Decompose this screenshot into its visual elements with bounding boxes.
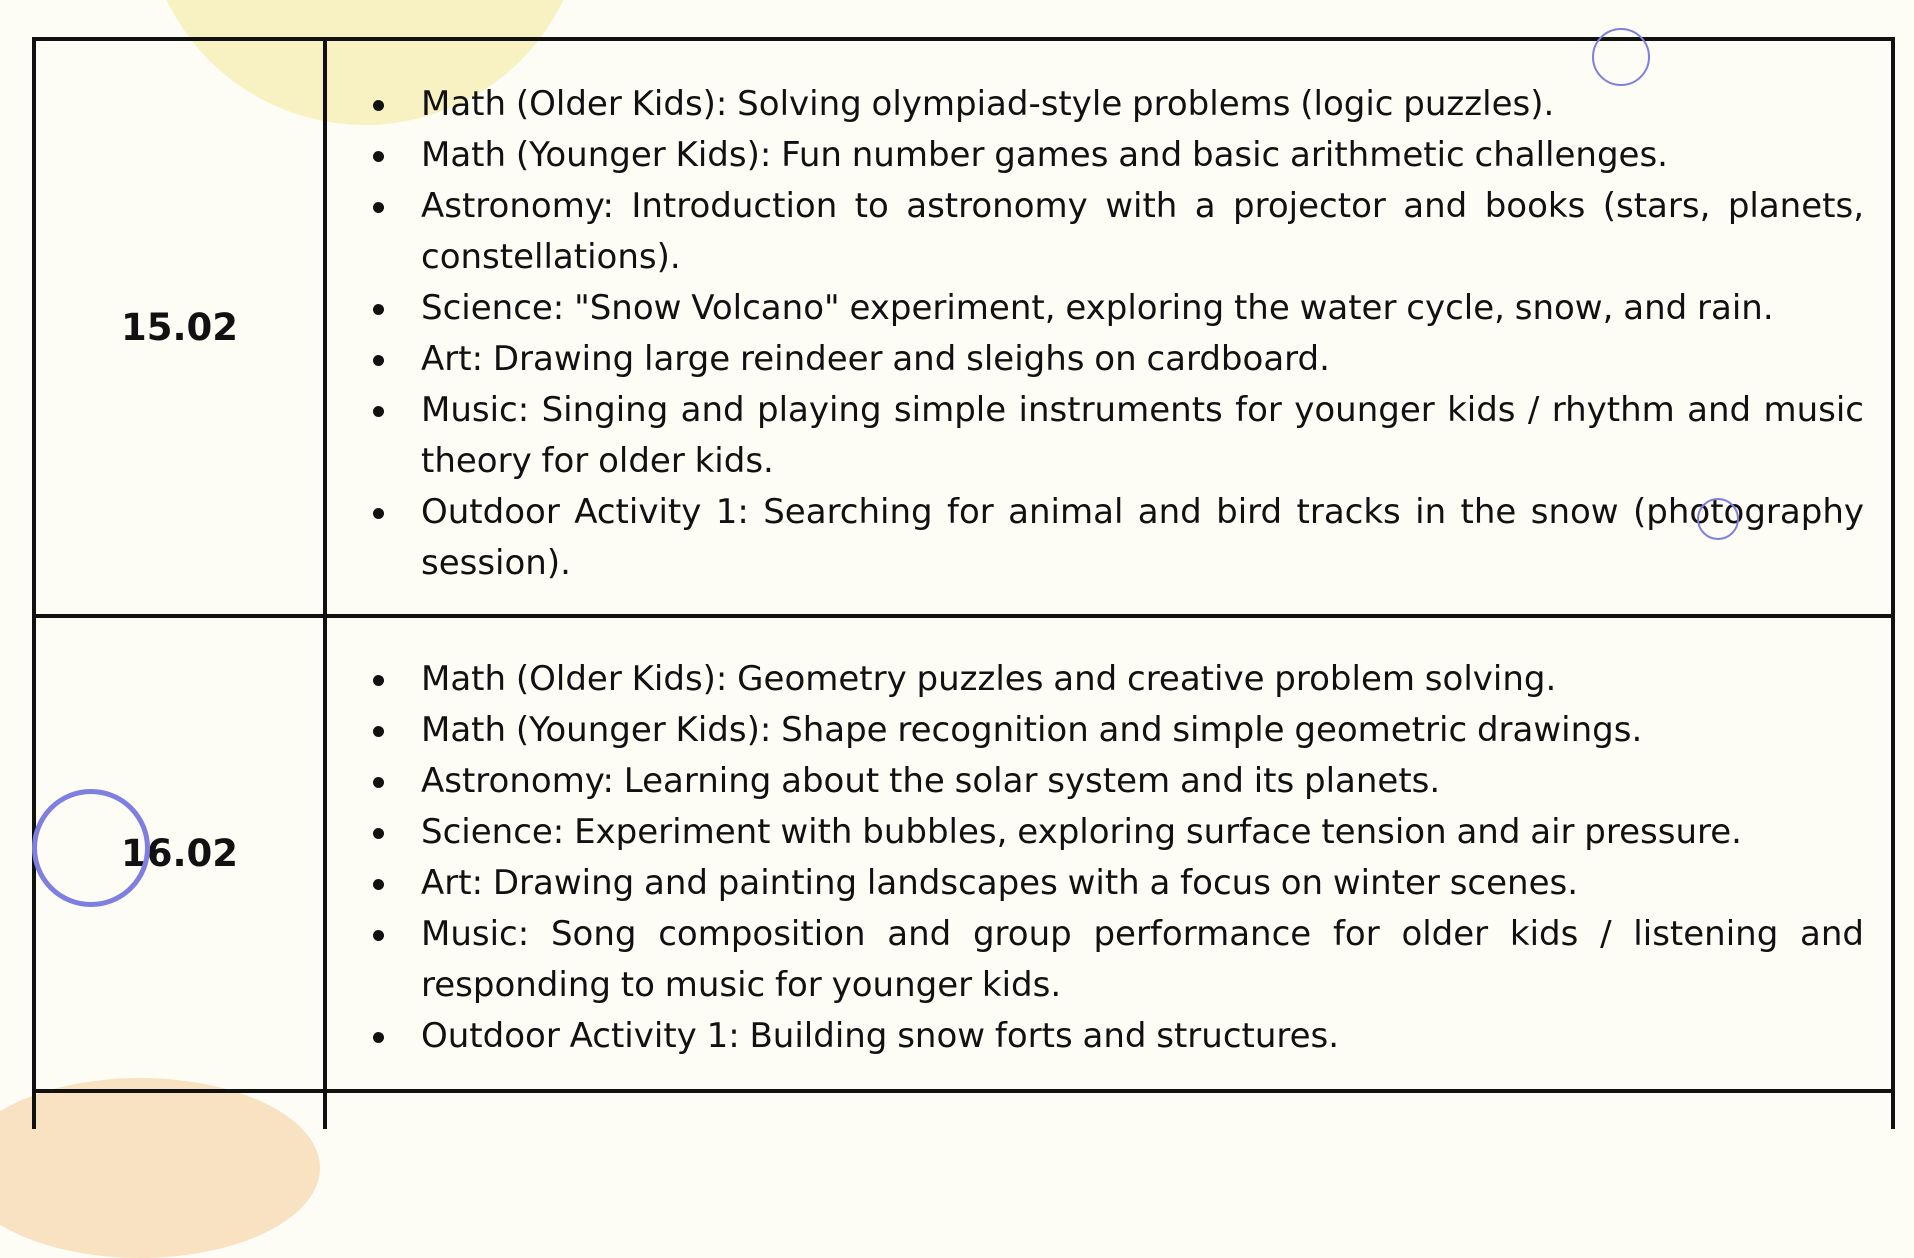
decorative-ring xyxy=(1592,28,1650,86)
list-item: Music: Song composition and group performance for older kids / listening and responding to music for younger kids. xyxy=(371,909,1864,1011)
date-cell: 15.02 xyxy=(36,41,327,614)
list-item: Astronomy: Learning about the solar system and its planets. xyxy=(371,756,1864,807)
table-row xyxy=(32,37,1895,614)
activities-cell xyxy=(327,618,1891,1089)
schedule-table xyxy=(32,37,1895,1129)
date-cell xyxy=(36,1093,327,1129)
list-item: Astronomy: Introduction to astronomy with a projector and books (stars, planets, constellations). xyxy=(371,181,1864,283)
list-item: Science: "Snow Volcano" experiment, exploring the water cycle, snow, and rain. xyxy=(371,283,1864,334)
list-item: Science: Experiment with bubbles, exploring surface tension and air pressure. xyxy=(371,807,1864,858)
activity-list xyxy=(371,79,1864,589)
decorative-ring xyxy=(1697,498,1739,540)
activities-cell xyxy=(327,1093,1891,1131)
list-item: Math (Younger Kids): Fun number games and basic arithmetic challenges. xyxy=(371,130,1864,181)
decorative-ring xyxy=(32,789,150,907)
list-item: Math (Older Kids): Geometry puzzles and creative problem solving. xyxy=(371,654,1864,705)
activities-cell xyxy=(327,41,1891,614)
list-item: Art: Drawing and painting landscapes with a focus on winter scenes. xyxy=(371,858,1864,909)
list-item: Art: Drawing large reindeer and sleighs on cardboard. xyxy=(371,334,1864,385)
list-item: Music: Singing and playing simple instruments for younger kids / rhythm and music theory for older kids. xyxy=(371,385,1864,487)
list-item: Math (Younger Kids): Shape recognition and simple geometric drawings. xyxy=(371,705,1864,756)
activity-list xyxy=(371,654,1864,1062)
table-row xyxy=(32,614,1895,1089)
list-item: Outdoor Activity 1: Building snow forts and structures. xyxy=(371,1011,1864,1062)
list-item: Outdoor Activity 1: Searching for animal and bird tracks in the snow (photography session). xyxy=(371,487,1864,589)
list-item: Math (Older Kids): Solving olympiad-style problems (logic puzzles). xyxy=(371,79,1864,130)
table-row xyxy=(32,1089,1895,1129)
date-cell: 16.02 xyxy=(36,618,327,1089)
